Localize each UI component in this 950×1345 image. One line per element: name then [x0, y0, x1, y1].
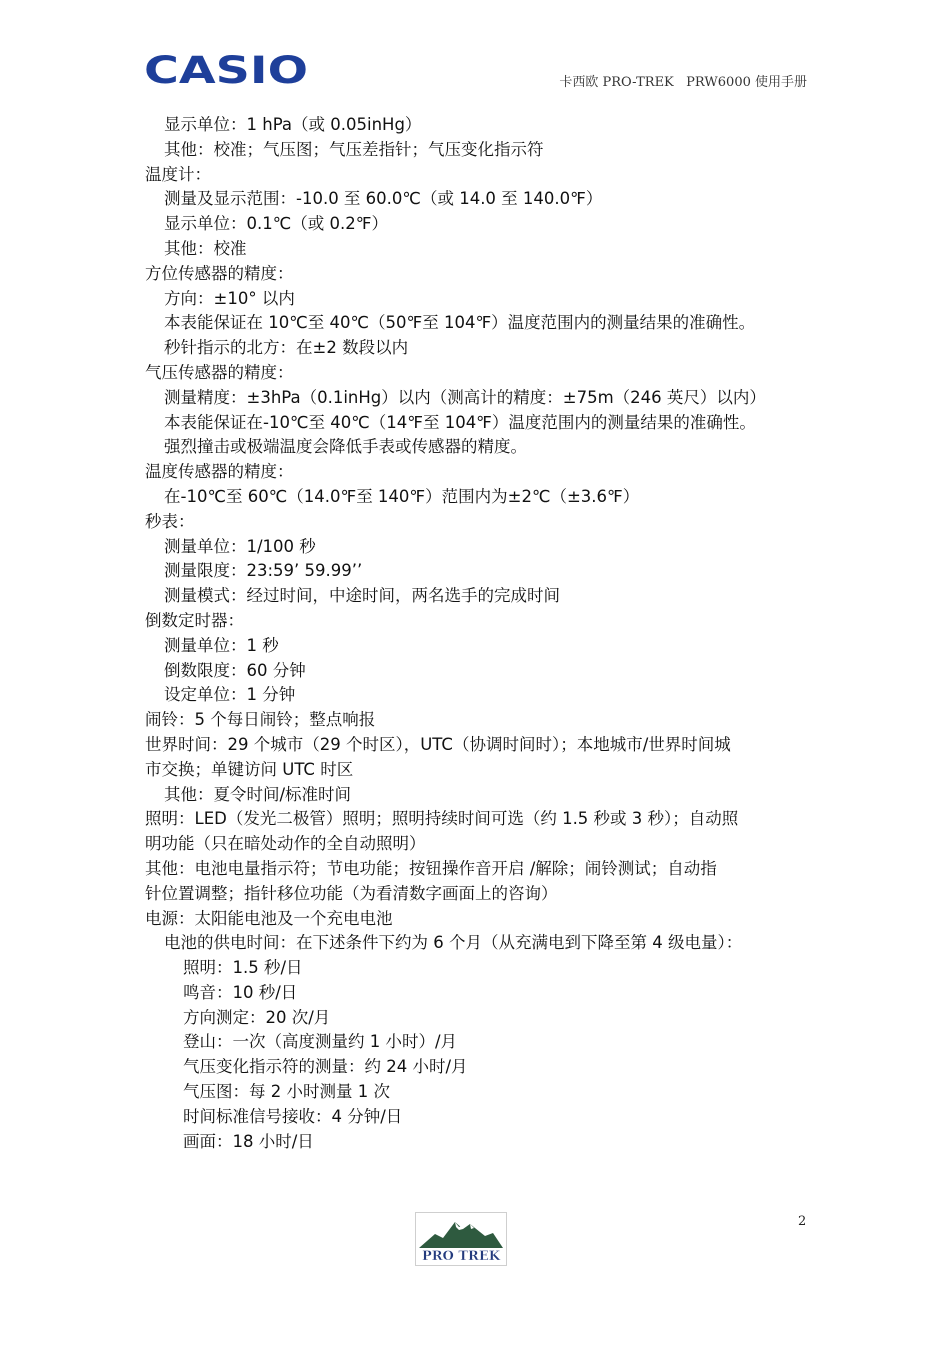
spec-line: 显示单位：0.1℃（或 0.2℉）	[164, 214, 388, 234]
spec-line: 照明：1.5 秒/日	[183, 958, 303, 978]
spec-line: 市交换；单键访问 UTC 时区	[145, 759, 354, 779]
spec-line: 秒针指示的北方：在±2 数段以内	[164, 338, 409, 358]
spec-line: 测量精度：±3hPa（0.1inHg）以内（测高计的精度：±75m（246 英尺）以内）	[164, 387, 766, 407]
spec-line: 本表能保证在 10℃至 40℃（50℉至 104℉）温度范围内的测量结果的准确性。	[164, 313, 756, 333]
spec-line: 明功能（只在暗处动作的全自动照明）	[145, 834, 426, 854]
svg-text:CASIO: CASIO	[144, 52, 308, 88]
spec-line: 温度计：	[145, 164, 211, 184]
spec-line: 照明：LED（发光二极管）照明；照明持续时间可选（约 1.5 秒或 3 秒）；自动照	[145, 809, 739, 829]
spec-list	[145, 113, 810, 1154]
spec-line: 电源：太阳能电池及一个充电电池	[145, 908, 393, 928]
spec-line: 倒数定时器：	[145, 610, 244, 630]
spec-line: 气压图：每 2 小时测量 1 次	[183, 1082, 390, 1102]
spec-line: 温度传感器的精度：	[145, 462, 294, 482]
spec-line: 世界时间：29 个城市（29 个时区），UTC（协调时间时）；本地城市/世界时间城	[145, 734, 731, 754]
spec-line: 秒表：	[145, 511, 195, 531]
svg-text:PRO TREK: PRO TREK	[421, 1249, 501, 1264]
pro-trek-logo	[415, 1212, 507, 1266]
spec-line: 强烈撞击或极端温度会降低手表或传感器的精度。	[164, 437, 527, 457]
page-number: 2	[798, 1214, 807, 1229]
spec-line: 方位传感器的精度：	[145, 263, 294, 283]
spec-line: 测量单位：1 秒	[164, 635, 279, 655]
spec-line: 电池的供电时间：在下述条件下约为 6 个月（从充满电到下降至第 4 级电量）：	[164, 933, 743, 953]
spec-line: 其他：电池电量指示符；节电功能；按钮操作音开启 /解除；闹铃测试；自动指	[145, 858, 717, 878]
spec-line: 测量模式：经过时间，中途时间，两名选手的完成时间	[164, 586, 560, 606]
spec-line: 登山：一次（高度测量约 1 小时）/月	[183, 1032, 458, 1052]
spec-line: 测量限度：23:59’ 59.99’’	[164, 561, 363, 581]
spec-line: 显示单位：1 hPa（或 0.05inHg）	[164, 115, 422, 134]
spec-line: 测量单位：1/100 秒	[164, 536, 316, 556]
spec-line: 闹铃：5 个每日闹铃；整点响报	[145, 710, 376, 730]
spec-line: 气压变化指示符的测量：约 24 小时/月	[183, 1057, 468, 1077]
spec-line: 其他：校准	[164, 238, 247, 258]
spec-line: 本表能保证在-10℃至 40℃（14℉至 104℉）温度范围内的测量结果的准确性。	[164, 412, 756, 432]
spec-line: 针位置调整；指针移位功能（为看清数字画面上的咨询）	[145, 883, 558, 903]
spec-line: 设定单位：1 分钟	[164, 685, 296, 705]
spec-line: 方向测定：20 次/月	[183, 1007, 331, 1027]
spec-line: 其他：校准；气压图；气压差指针；气压变化指示符	[164, 139, 544, 159]
page-header	[0, 0, 950, 110]
casio-logo	[144, 52, 312, 88]
spec-line: 鸣音：10 秒/日	[183, 982, 298, 1002]
spec-line: 测量及显示范围：-10.0 至 60.0℃（或 14.0 至 140.0℉）	[164, 189, 603, 209]
spec-line: 时间标准信号接收：4 分钟/日	[183, 1106, 403, 1126]
spec-line: 其他：夏令时间/标准时间	[164, 784, 352, 804]
spec-line: 倒数限度：60 分钟	[164, 660, 306, 680]
spec-line: 画面：18 小时/日	[183, 1131, 314, 1151]
document-title: 卡西欧 PRO-TREK PRW6000 使用手册	[559, 75, 807, 90]
spec-line: 在-10℃至 60℃（14.0℉至 140℉）范围内为±2℃（±3.6℉）	[164, 486, 640, 506]
spec-line: 方向：±10° 以内	[164, 288, 295, 308]
spec-line: 气压传感器的精度：	[145, 362, 294, 382]
